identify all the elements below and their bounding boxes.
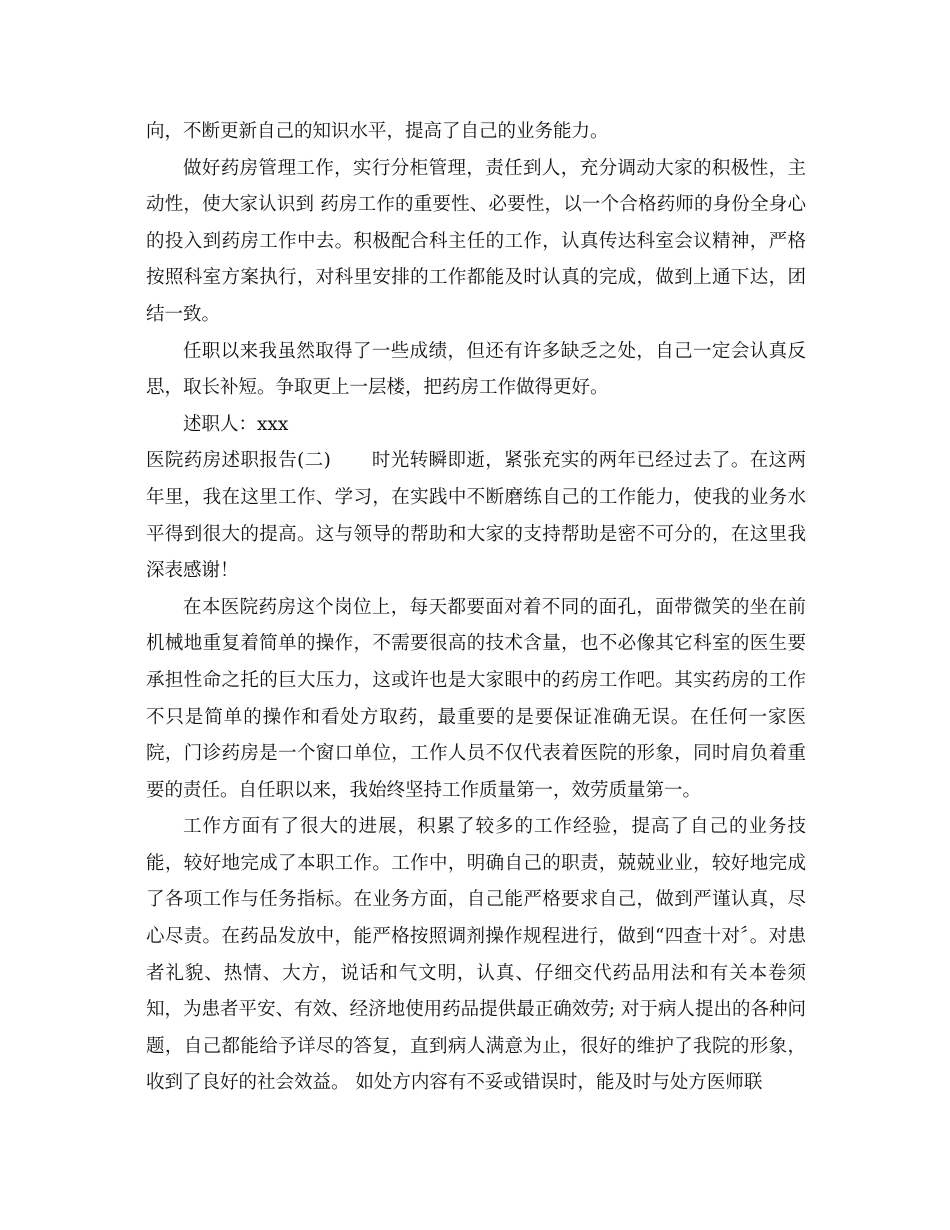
- paragraph-pharmacy-post: 在本医院药房这个岗位上，每天都要面对着不同的面孔，面带微笑的坐在前机械地重复着简单的操作，不需要很高的技术含量，也不必像其它科室的医生要承担性命之托的巨大压力，这或许也是大家眼中的药房工作吧。其实药房的工作不只是简单的操作和看处方取药，最重要的是要保证准确无误。在任何一家医院，门诊药房是一个窗口单位，工作人员不仅代表着医院的形象，同时肩负着重要的责任。自任职以来，我始终坚持工作质量第一，效劳质量第一。: [146, 596, 806, 801]
- paragraph-pharmacy-management: 做好药房管理工作，实行分柜管理，责任到人，充分调动大家的积极性，主动性，使大家认识到 药房工作的重要性、必要性，以一个合格药师的身份全身心的投入到药房工作中去。积极配合科主任的工作，认真传达科室会议精神，严格按照科室方案执行，对科里安排的工作都能及时认真的完成，做到上通下达，团结一致。: [146, 157, 806, 325]
- section-title: 医院药房述职报告(二): [146, 450, 331, 472]
- section-opening-paragraph: [146, 443, 806, 589]
- signature-line: 述职人：xxx: [183, 413, 289, 435]
- section-first-paragraph: 时光转瞬即逝，紧张充实的两年已经过去了。在这两年里，我在这里工作、学习，在实践中不断磨练自己的工作能力，使我的业务水平得到很大的提高。这与领导的帮助和大家的支持帮助是密不可分的，在这里我深表感谢！: [146, 450, 806, 582]
- paragraph-reflection: 任职以来我虽然取得了一些成绩，但还有许多缺乏之处，自己一定会认真反思，取长补短。争取更上一层楼，把药房工作做得更好。: [146, 340, 806, 399]
- paragraph-work-progress: 工作方面有了很大的进展，积累了较多的工作经验，提高了自己的业务技能，较好地完成了本职工作。工作中，明确自己的职责，兢兢业业，较好地完成了各项工作与任务指标。在业务方面，自己能严格要求自己，做到严谨认真，尽心尽责。在药品发放中，能严格按照调剂操作规程进行，做到“四查十对〞。对患者礼貌、热情、大方，说话和气文明，认真、仔细交代药品用法和有关本卷须知，为患者平安、有效、经济地使用药品提供最正确效劳; 对于病人提出的各种问题，自己都能给予详尽的答复，直到病人满意为止，很好的维护了我院的形象，收到了良好的社会效益。 如处方内容有不妥或错误时，能及时与处方医师联: [146, 816, 806, 1094]
- document-body: [146, 114, 806, 1102]
- paragraph-continuation: 向，不断更新自己的知识水平，提高了自己的业务能力。: [146, 121, 609, 142]
